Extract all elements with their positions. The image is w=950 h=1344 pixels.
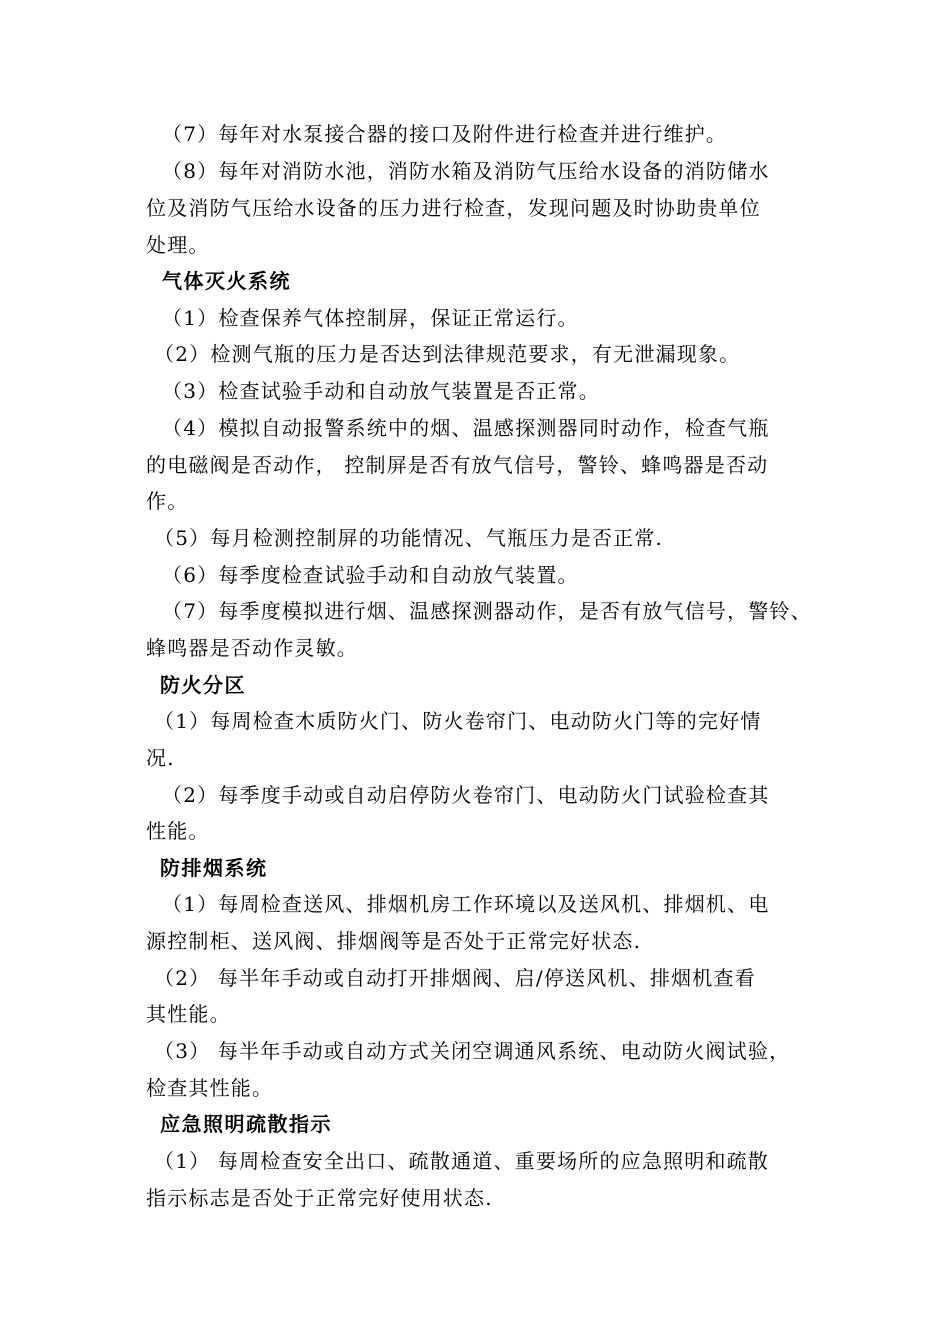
paragraph-line: （7）每季度模拟进行烟、温感探测器动作，是否有放气信号，警铃、 <box>162 599 812 623</box>
paragraph-line: （2）每季度手动或自动启停防火卷帘门、电动防火门试验检查其 <box>162 783 770 807</box>
paragraph-line: （1） 每周检查安全出口、疏散通道、重要场所的应急照明和疏散 <box>154 1149 770 1173</box>
paragraph-line: 作。 <box>146 489 189 513</box>
section-heading-fire-compartment: 防火分区 <box>160 673 246 697</box>
paragraph-line: （2）检测气瓶的压力是否达到法律规范要求，有无泄漏现象。 <box>154 342 741 366</box>
paragraph-line: 的电磁阀是否动作， 控制屏是否有放气信号，警铃、蜂鸣器是否动 <box>146 453 769 477</box>
paragraph-line: 况. <box>146 746 175 770</box>
paragraph-line: 位及消防气压给水设备的压力进行检查，发现问题及时协助贵单位 <box>146 196 761 220</box>
paragraph-line: （1）检查保养气体控制屏，保证正常运行。 <box>162 306 579 330</box>
paragraph-line: 源控制柜、送风阀、排烟阀等是否处于正常完好状态. <box>146 929 642 953</box>
paragraph-line: 检查其性能。 <box>146 1076 274 1100</box>
paragraph-line: 蜂鸣器是否动作灵敏。 <box>146 636 358 660</box>
paragraph-line: （7）每年对水泵接合器的接口及附件进行检查并进行维护。 <box>162 122 728 146</box>
paragraph-line: 性能。 <box>146 819 210 843</box>
paragraph-line: （3） 每半年手动或自动方式关闭空调通风系统、电动防火阀试验， <box>154 1039 791 1063</box>
section-heading-smoke-control: 防排烟系统 <box>160 856 268 880</box>
paragraph-line: （3）检查试验手动和自动放气装置是否正常。 <box>162 379 600 403</box>
paragraph-line: 指示标志是否处于正常完好使用状态. <box>146 1186 493 1210</box>
section-heading-emergency-lighting: 应急照明疏散指示 <box>160 1112 332 1136</box>
paragraph-line: （4）模拟自动报警系统中的烟、温感探测器同时动作，检查气瓶 <box>162 416 770 440</box>
paragraph-line: 其性能。 <box>146 1002 231 1026</box>
paragraph-line: （1）每周检查木质防火门、防火卷帘门、电动防火门等的完好情 <box>154 709 762 733</box>
paragraph-line: （1）每周检查送风、排烟机房工作环境以及送风机、排烟机、电 <box>162 892 770 916</box>
paragraph-line: （6）每季度检查试验手动和自动放气装置。 <box>162 563 579 587</box>
paragraph-line: （8）每年对消防水池，消防水箱及消防气压给水设备的消防储水 <box>162 159 770 183</box>
paragraph-line: （5）每月检测控制屏的功能情况、气瓶压力是否正常. <box>154 526 664 550</box>
section-heading-gas-extinguishing: 气体灭火系统 <box>162 269 291 293</box>
paragraph-line: （2） 每半年手动或自动打开排烟阀、启/停送风机、排烟机查看 <box>154 966 756 990</box>
paragraph-line: 处理。 <box>146 233 210 257</box>
